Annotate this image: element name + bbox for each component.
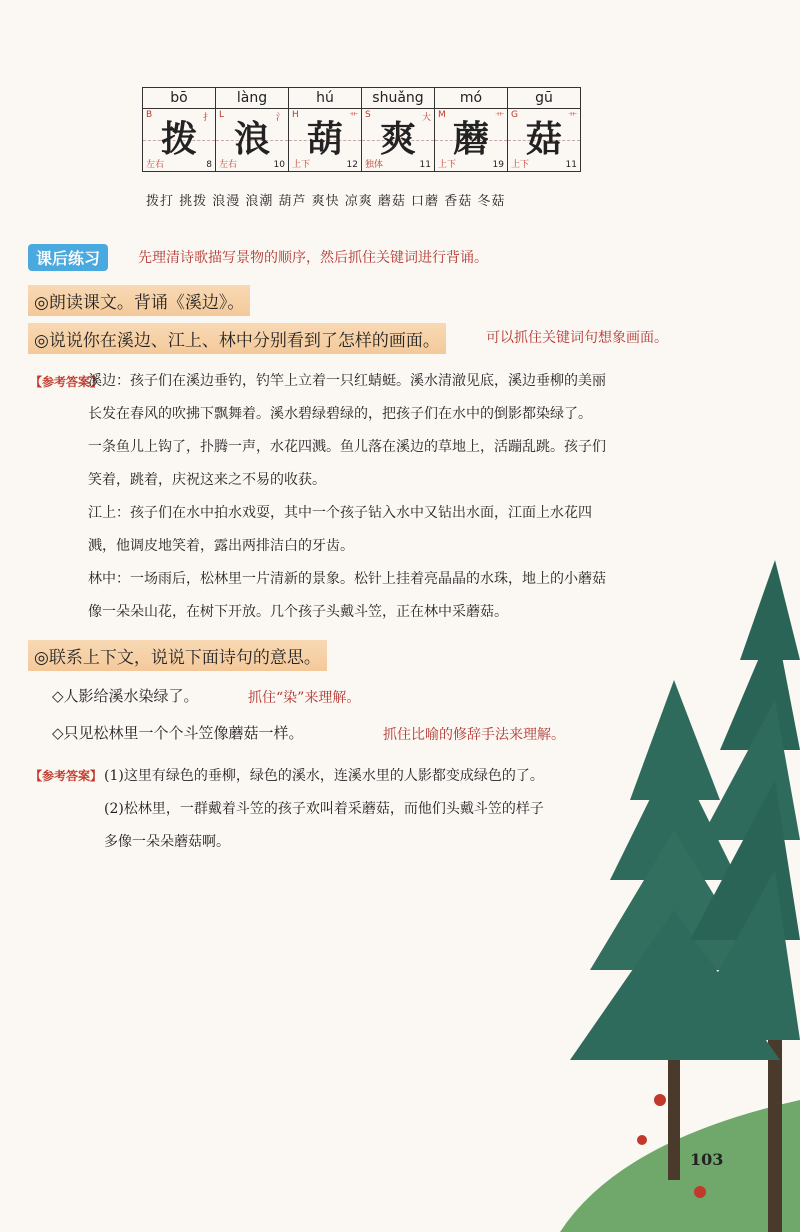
stroke-count: 12: [346, 160, 358, 170]
pinyin: làng: [216, 87, 288, 109]
char-cell: [508, 87, 581, 172]
mushroom-icon: [694, 1186, 706, 1198]
hanzi: 菇: [525, 118, 562, 160]
stroke-count: 10: [273, 160, 285, 170]
structure: 独体: [365, 160, 384, 170]
answer-label: 【参考答案】: [30, 375, 103, 389]
hanzi: 爽: [379, 118, 416, 160]
structure: 上下: [511, 160, 530, 170]
char-cell: [289, 87, 362, 172]
pine-trees-illustration: [560, 540, 800, 1232]
radical: 艹: [348, 113, 358, 123]
page-number: 103: [690, 1150, 724, 1169]
structure: 上下: [292, 160, 311, 170]
answer-line: (2)松林里，一群戴着斗笠的孩子欢叫着采蘑菇，而他们头戴斗笠的样子: [104, 801, 544, 817]
structure: 左右: [219, 160, 238, 170]
char-box: [362, 109, 434, 172]
question-2-note: 可以抓住关键词句想象画面。: [486, 330, 668, 346]
answer-line: 像一朵朵山花，在树下开放。几个孩子头戴斗笠，正在林中采蘑菇。: [88, 604, 508, 620]
hanzi: 葫: [306, 118, 343, 160]
answer-line: 笑着，跳着，庆祝这来之不易的收获。: [88, 472, 326, 488]
stroke-count: 11: [419, 160, 431, 170]
char-cell: [216, 87, 289, 172]
radical: 氵: [275, 113, 285, 123]
mushroom-icon: [654, 1094, 666, 1106]
section-tag: 课后练习: [28, 244, 108, 271]
section-note: 先理清诗歌描写景物的顺序，然后抓住关键词进行背诵。: [138, 250, 488, 266]
char-box: [435, 109, 507, 172]
pinyin: gū: [508, 87, 580, 109]
index-letter: H: [292, 110, 299, 120]
word-list: 拨打 挑拨 浪漫 浪潮 葫芦 爽快 凉爽 蘑菇 口蘑 香菇 冬菇: [146, 194, 506, 209]
poem-line-1-note: 抓住“染”来理解。: [248, 690, 361, 706]
structure: 左右: [146, 160, 165, 170]
char-box: [289, 109, 361, 172]
index-letter: M: [438, 110, 446, 120]
char-cell: [362, 87, 435, 172]
radical: 扌: [202, 113, 212, 123]
char-cell: [143, 87, 216, 172]
question-3: ◎联系上下文，说说下面诗句的意思。: [28, 640, 327, 671]
pinyin: mó: [435, 87, 507, 109]
pinyin: hú: [289, 87, 361, 109]
pinyin: shuǎng: [362, 87, 434, 109]
answer-line: 溪边：孩子们在溪边垂钓，钓竿上立着一只红蜻蜓。溪水清澈见底，溪边垂柳的美丽: [88, 373, 606, 389]
answer-line: 林中：一场雨后，松林里一片清新的景象。松针上挂着亮晶晶的水珠，地上的小蘑菇: [88, 571, 606, 587]
answer-line: 溅，他调皮地笑着，露出两排洁白的牙齿。: [88, 538, 354, 554]
answer-line: 江上：孩子们在水中拍水戏耍，其中一个孩子钻入水中又钻出水面，江面上水花四: [88, 505, 592, 521]
hanzi: 拨: [160, 118, 197, 160]
stroke-count: 11: [565, 160, 577, 170]
hanzi: 蘑: [452, 118, 489, 160]
char-box: [216, 109, 288, 172]
hanzi: 浪: [233, 118, 270, 160]
mushroom-icon: [637, 1135, 647, 1145]
stroke-count: 19: [492, 160, 504, 170]
character-table: [142, 87, 581, 172]
char-box: [143, 109, 215, 172]
radical: 艹: [567, 113, 577, 123]
answer-line: 长发在春风的吹拂下飘舞着。溪水碧绿碧绿的，把孩子们在水中的倒影都染绿了。: [88, 406, 592, 422]
answer-line: 多像一朵朵蘑菇啊。: [104, 834, 230, 850]
answer-line: 一条鱼儿上钩了，扑腾一声，水花四溅。鱼儿落在溪边的草地上，活蹦乱跳。孩子们: [88, 439, 606, 455]
poem-line-2: ◇只见松林里一个个斗笠像蘑菇一样。: [52, 724, 304, 742]
question-2: ◎说说你在溪边、江上、林中分别看到了怎样的画面。: [28, 323, 446, 354]
stroke-count: 8: [206, 160, 212, 170]
index-letter: G: [511, 110, 518, 120]
poem-line-2-note: 抓住比喻的修辞手法来理解。: [383, 727, 565, 743]
radical: 艹: [494, 113, 504, 123]
structure: 上下: [438, 160, 457, 170]
index-letter: S: [365, 110, 371, 120]
poem-line-1: ◇人影给溪水染绿了。: [52, 687, 199, 705]
radical: 大: [421, 113, 431, 123]
pinyin: bō: [143, 87, 215, 109]
index-letter: B: [146, 110, 153, 120]
char-cell: [435, 87, 508, 172]
answer-label-2: 【参考答案】: [30, 769, 103, 783]
question-1: ◎朗读课文。背诵《溪边》。: [28, 285, 250, 316]
index-letter: L: [219, 110, 225, 120]
answer-line: (1)这里有绿色的垂柳，绿色的溪水，连溪水里的人影都变成绿色的了。: [104, 768, 544, 784]
char-box: [508, 109, 580, 172]
